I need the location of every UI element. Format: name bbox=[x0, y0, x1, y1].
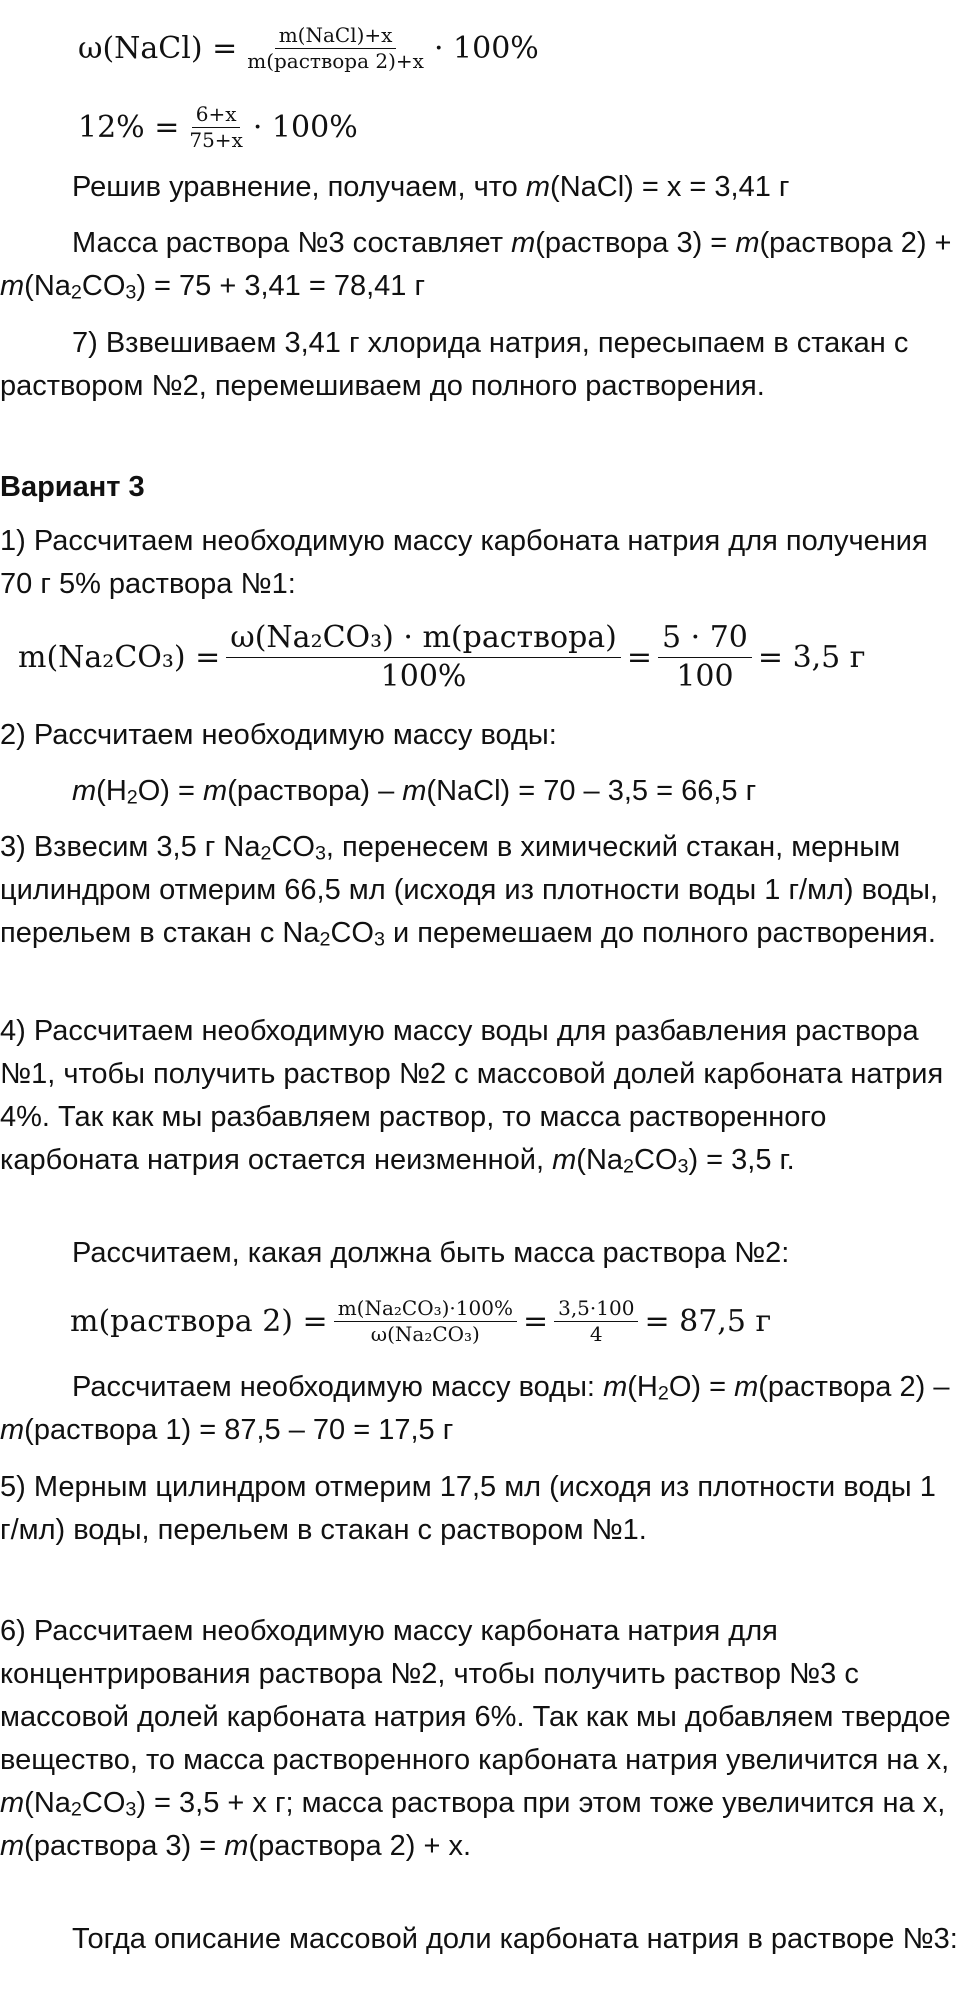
paragraph-mass-fraction-solution-3: Тогда описание массовой доли карбоната натрия в растворе №3: bbox=[72, 1923, 958, 1955]
fraction-numerator: m(Na₂CO₃)·100% bbox=[334, 1296, 517, 1322]
heading-variant-3: Вариант 3 bbox=[0, 471, 145, 503]
equation-lhs: 12% = bbox=[78, 109, 180, 145]
equation-fraction bbox=[185, 102, 247, 153]
equation-lhs: m(Na₂CO₃) = bbox=[18, 639, 221, 675]
paragraph-step-7: 7) Взвешиваем 3,41 г хлорида натрия, пересыпаем в стакан с раствором №2, перемешиваем до полного растворения. bbox=[0, 327, 909, 402]
fraction-denominator: ω(Na₂CO₃) bbox=[370, 1321, 480, 1346]
paragraph-solve-result: Решив уравнение, получаем, что m(NaCl) = x = 3,41 г bbox=[72, 171, 790, 203]
equation-tail: = 3,5 г bbox=[757, 639, 866, 675]
fraction-denominator: m(раствора 2)+x bbox=[247, 48, 424, 73]
paragraph-step-2: 2) Рассчитаем необходимую массу воды: bbox=[0, 719, 557, 751]
fraction-numerator: ω(Na₂CO₃) · m(раствора) bbox=[226, 619, 621, 658]
equation-tail: · 100% bbox=[433, 30, 539, 66]
paragraph-water-dilution: Рассчитаем необходимую массу воды: $m(H_2O)$ = m(раствора 2) – m(раствора 1) = 87,5 – 70 = 17,5 г bbox=[0, 1371, 950, 1446]
equation-12-percent bbox=[78, 92, 358, 162]
equation-equals: = bbox=[522, 1303, 549, 1339]
equation-fraction bbox=[226, 619, 621, 695]
fraction-numerator: 3,5·100 bbox=[554, 1296, 638, 1322]
paragraph-step-5: 5) Мерным цилиндром отмерим 17,5 мл (исходя из плотности воды 1 г/мл) воды, перельем в стакан с раствором №1. bbox=[0, 1471, 936, 1546]
fraction-denominator: 100% bbox=[380, 658, 467, 694]
equation-tail: = 87,5 г bbox=[644, 1303, 772, 1339]
paragraph-mass-solution-3: Масса раствора №3 составляет m(раствора 3) = m(раствора $2) + m(Na_2CO_3) = 75 + 3,41 = 78,41$ г bbox=[0, 227, 952, 304]
paragraph-calc-solution-2: Рассчитаем, какая должна быть масса раствора №2: bbox=[72, 1237, 790, 1269]
paragraph-step-3: 3) Взвесим 3,5 г $Na_2CO_3$, перенесем в химический стакан, мерным цилиндром отмерим 66,5 мл (исходя из плотности воды 1 г/мл) воды, перельем в стакан с $Na_2CO_3$ и перемешаем до полного растворения. bbox=[0, 831, 939, 951]
equation-fraction-numeric bbox=[554, 1296, 638, 1347]
fraction-denominator: 4 bbox=[589, 1321, 603, 1346]
paragraph-water-mass: $m(H_2O)$ = m(раствора) – m(NaCl) = 70 – 3,5 = 66,5 г bbox=[72, 775, 757, 809]
equation-fraction-numeric bbox=[658, 619, 752, 695]
equation-mass-na2co3 bbox=[18, 612, 866, 702]
equation-fraction bbox=[243, 23, 428, 74]
equation-mass-fraction-nacl bbox=[78, 8, 539, 88]
paragraph-step-6: 6) Рассчитаем необходимую массу карбоната натрия для концентрирования раствора №2, чтобы получить раствор №3 с массовой долей карбоната натрия 6%. Так как мы добавляем твердое вещество, то масса растворенного карбоната натрия увеличится на x, $m(Na_2CO_3) = 3,5 + x$ г; масса раствора при этом тоже увеличится на x, m(раствора 3) = m(раствора 2) + x. bbox=[0, 1615, 951, 1862]
paragraph-step-4: 4) Рассчитаем необходимую массу воды для разбавления раствора №1, чтобы получить раствор №2 с массовой долей карбоната натрия 4%. Так как мы разбавляем раствор, то масса растворенного карбоната натрия остается неизменной, $m(Na_2CO_3) = 3,5$ г. bbox=[0, 1015, 944, 1178]
paragraph-step-1: 1) Рассчитаем необходимую массу карбоната натрия для получения 70 г 5% раствора №1: bbox=[0, 525, 928, 600]
fraction-numerator: m(NaCl)+x bbox=[275, 23, 397, 49]
equation-tail: · 100% bbox=[252, 109, 358, 145]
fraction-denominator: 100 bbox=[676, 658, 734, 694]
equation-fraction bbox=[334, 1296, 517, 1347]
equation-lhs: ω(NaCl) = bbox=[78, 30, 238, 66]
fraction-numerator: 5 · 70 bbox=[658, 619, 752, 658]
equation-mass-solution-2 bbox=[70, 1286, 771, 1356]
fraction-denominator: 75+x bbox=[189, 127, 243, 152]
equation-lhs: m(раствора 2) = bbox=[70, 1303, 328, 1339]
equation-equals: = bbox=[626, 639, 653, 675]
fraction-numerator: 6+x bbox=[192, 102, 241, 128]
